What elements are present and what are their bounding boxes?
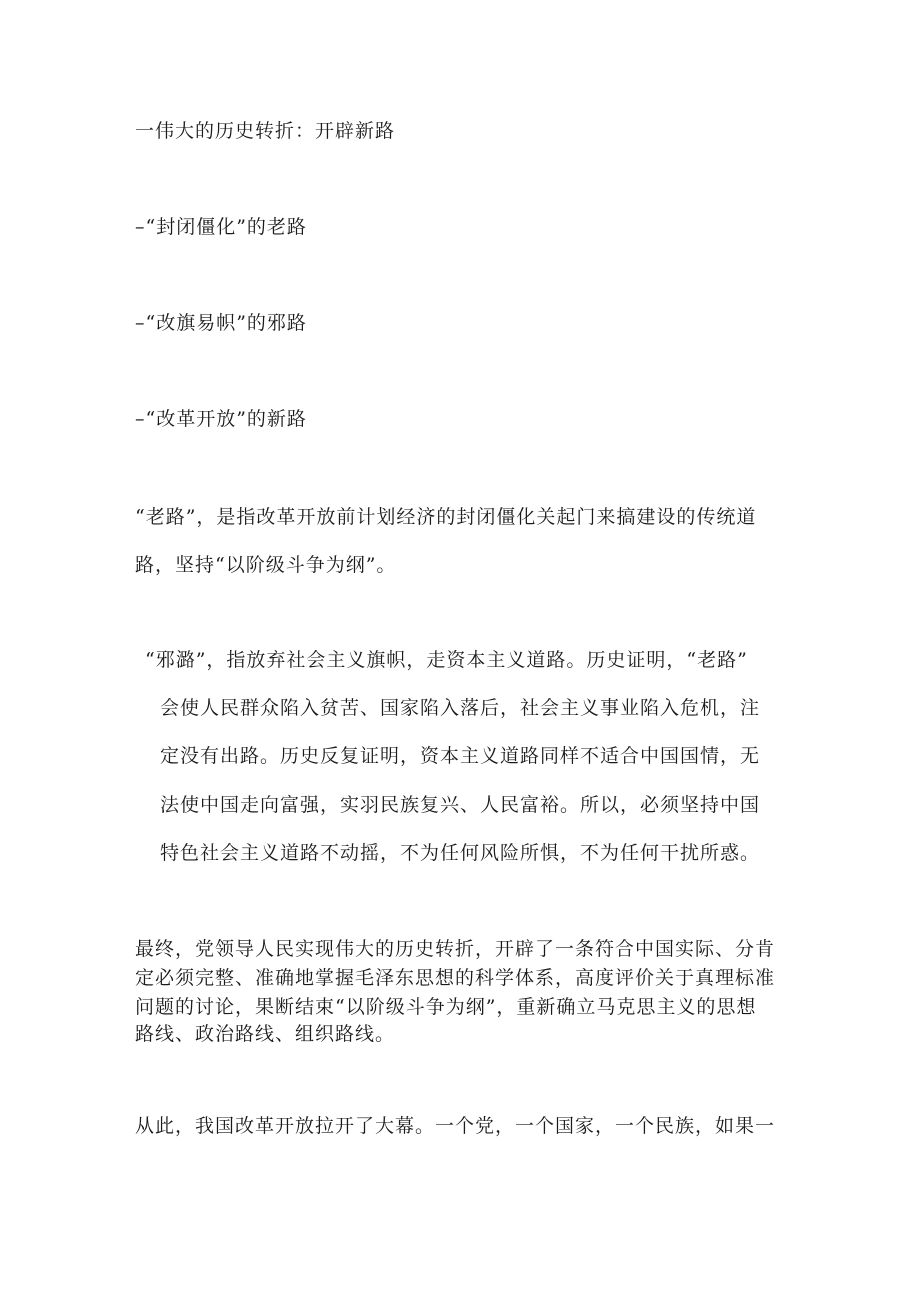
paragraph-reform-opening-line-1: 从此，我国改革开放拉开了大幕。一个党，一个国家，一个民族，如果一 bbox=[135, 1115, 776, 1137]
list-item-old-road: –“封闭僵化”的老路 bbox=[135, 216, 307, 238]
paragraph-evil-road-line-5: 特色社会主义道路不动摇，不为任何风险所惧，不为任何干扰所惑。 bbox=[160, 842, 761, 864]
paragraph-old-road-line-2: 路，坚持“以阶级斗争为纲”。 bbox=[135, 554, 397, 576]
paragraph-turning-point-line-2: 定必须完整、准确地掌握毛泽东思想的科学体系，高度评价关于真理标准 bbox=[135, 967, 776, 989]
paragraph-old-road-line-1: “老路”，是指改革开放前计划经济的封闭僵化关起门来搞建设的传统道 bbox=[135, 506, 757, 528]
paragraph-evil-road-line-1: “邪潞”，指放弃社会主义旗帜，走资本主义道路。历史证明，“老路” bbox=[145, 649, 748, 671]
paragraph-turning-point-line-1: 最终，党领导人民实现伟大的历史转折，开辟了一条符合中国实际、分肯 bbox=[135, 938, 776, 960]
section-heading: 一伟大的历史转折：开辟新路 bbox=[135, 120, 396, 142]
paragraph-turning-point-line-4: 路线、政治路线、组织路线。 bbox=[135, 1023, 396, 1045]
paragraph-evil-road-line-4: 法使中国走向富强，实羽民族复兴、人民富裕。所以，必须坚持中国 bbox=[160, 794, 761, 816]
paragraph-turning-point-line-3: 问题的讨论，果断结束“以阶级斗争为纲”，重新确立马克思主义的思想 bbox=[135, 996, 757, 1018]
paragraph-evil-road-line-3: 定没有出路。历史反复证明，资本主义道路同样不适合中国国情，无 bbox=[160, 745, 761, 767]
list-item-evil-road: –“改旗易帜”的邪路 bbox=[135, 312, 307, 334]
list-item-new-road: –“改革开放”的新路 bbox=[135, 408, 307, 430]
paragraph-evil-road-line-2: 会使人民群众陷入贫苦、国家陷入落后，社会主义事业陷入危机，注 bbox=[160, 697, 761, 719]
